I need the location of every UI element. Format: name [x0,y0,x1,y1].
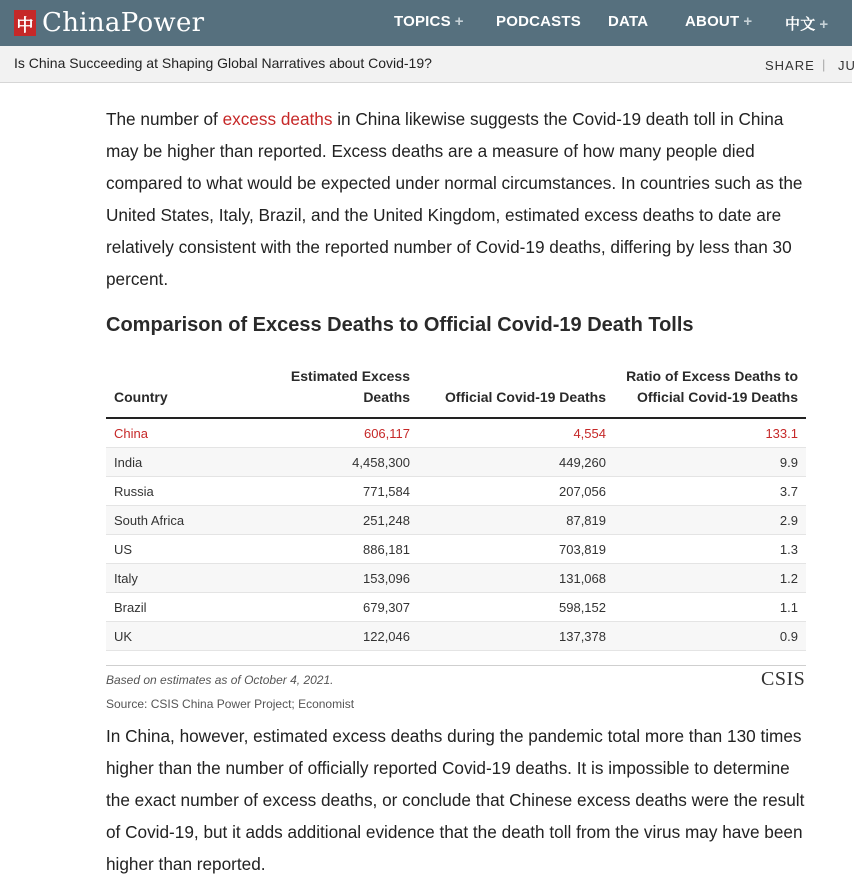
cell-country: China [106,418,252,448]
table-source: Source: CSIS China Power Project; Economist [106,697,355,711]
cell-ratio: 1.1 [614,593,806,622]
cell-ratio: 1.3 [614,535,806,564]
nav-podcasts-label: PODCASTS [496,13,581,30]
table-footnote: Based on estimates as of October 4, 2021. [106,673,334,687]
table-row [106,593,806,622]
table-title: Comparison of Excess Deaths to Official Covid-19 Death Tolls [106,314,694,336]
cell-excess: 771,584 [252,477,418,506]
cell-excess: 606,117 [252,418,418,448]
cell-official: 87,819 [418,506,614,535]
table-row [106,506,806,535]
cell-official: 4,554 [418,418,614,448]
nav-topics-label: TOPICS [394,13,451,30]
jump-button[interactable]: JU [838,58,856,73]
cell-country: South Africa [106,506,252,535]
cell-country: US [106,535,252,564]
table-row [106,477,806,506]
cell-excess: 153,096 [252,564,418,593]
nav-chinese-label: 中文 [785,16,816,33]
cell-ratio: 1.2 [614,564,806,593]
nav-data-label: DATA [608,13,649,30]
cell-official: 598,152 [418,593,614,622]
cell-country: UK [106,622,252,651]
cell-official: 207,056 [418,477,614,506]
cell-excess: 4,458,300 [252,448,418,477]
cell-excess: 886,181 [252,535,418,564]
cell-official: 137,378 [418,622,614,651]
header-excess-deaths[interactable]: Estimated Excess Deaths [252,360,418,418]
cell-country: Italy [106,564,252,593]
excess-deaths-table [106,360,806,651]
csis-logo: CSIS [761,668,806,690]
cell-official: 449,260 [418,448,614,477]
paragraph-text: in China likewise suggests the Covid-19 death toll in China may be higher than reported. Excess deaths are a measure of how many people died compared to what would be expected under normal circumstances. In countries such as the United States, Italy, Brazil, and the United Kingdom, estimated excess deaths to date are relatively consistent with the reported number of Covid-19 deaths, differing by less than 30 percent. [106,109,803,289]
nav-chinese[interactable] [785,13,828,34]
article-title: Is China Succeeding at Shaping Global Narratives about Covid-19? [14,55,432,71]
table-row [106,418,806,448]
cell-official: 131,068 [418,564,614,593]
site-logo[interactable] [14,8,204,38]
share-button[interactable]: SHARE [765,58,815,73]
logo-text: ChinaPower [42,8,205,38]
cell-ratio: 133.1 [614,418,806,448]
article-title-bar [0,46,856,83]
plus-icon: + [743,13,753,30]
header-ratio[interactable]: Ratio of Excess Deaths to Official Covid-19 Deaths [614,360,806,418]
header-country[interactable]: Country [106,360,252,418]
article-paragraph [106,103,812,295]
table-row [106,622,806,651]
nav-topics[interactable] [394,13,464,30]
plus-icon: + [454,13,464,30]
nav-data[interactable] [608,13,648,30]
logo-mark-icon: 中 [14,10,36,36]
cell-ratio: 2.9 [614,506,806,535]
cell-country: Russia [106,477,252,506]
cell-ratio: 9.9 [614,448,806,477]
cell-excess: 679,307 [252,593,418,622]
nav-about-label: ABOUT [685,13,740,30]
plus-icon: + [819,16,829,33]
cell-country: India [106,448,252,477]
cell-excess: 122,046 [252,622,418,651]
nav-podcasts[interactable] [496,13,581,30]
article-paragraph: In China, however, estimated excess deaths during the pandemic total more than 130 times higher than the number of officially reported Covid-19 deaths. It is impossible to determine the exact number of excess deaths, or conclude that Chinese excess deaths were the result of Covid-19, but it adds additional evidence that the death toll from the virus may have been higher than reported. [106,726,805,874]
cell-country: Brazil [106,593,252,622]
top-navigation [0,0,852,46]
footnote-divider [106,665,806,666]
divider: | [822,57,826,72]
table-row [106,564,806,593]
table-row [106,535,806,564]
table-header-row [106,360,806,418]
cell-official: 703,819 [418,535,614,564]
cell-ratio: 0.9 [614,622,806,651]
table-row [106,448,806,477]
paragraph-text: The number of [106,109,223,129]
header-official-deaths[interactable]: Official Covid-19 Deaths [418,360,614,418]
excess-deaths-link[interactable]: excess deaths [222,109,333,129]
cell-ratio: 3.7 [614,477,806,506]
nav-about[interactable] [685,13,752,30]
cell-excess: 251,248 [252,506,418,535]
